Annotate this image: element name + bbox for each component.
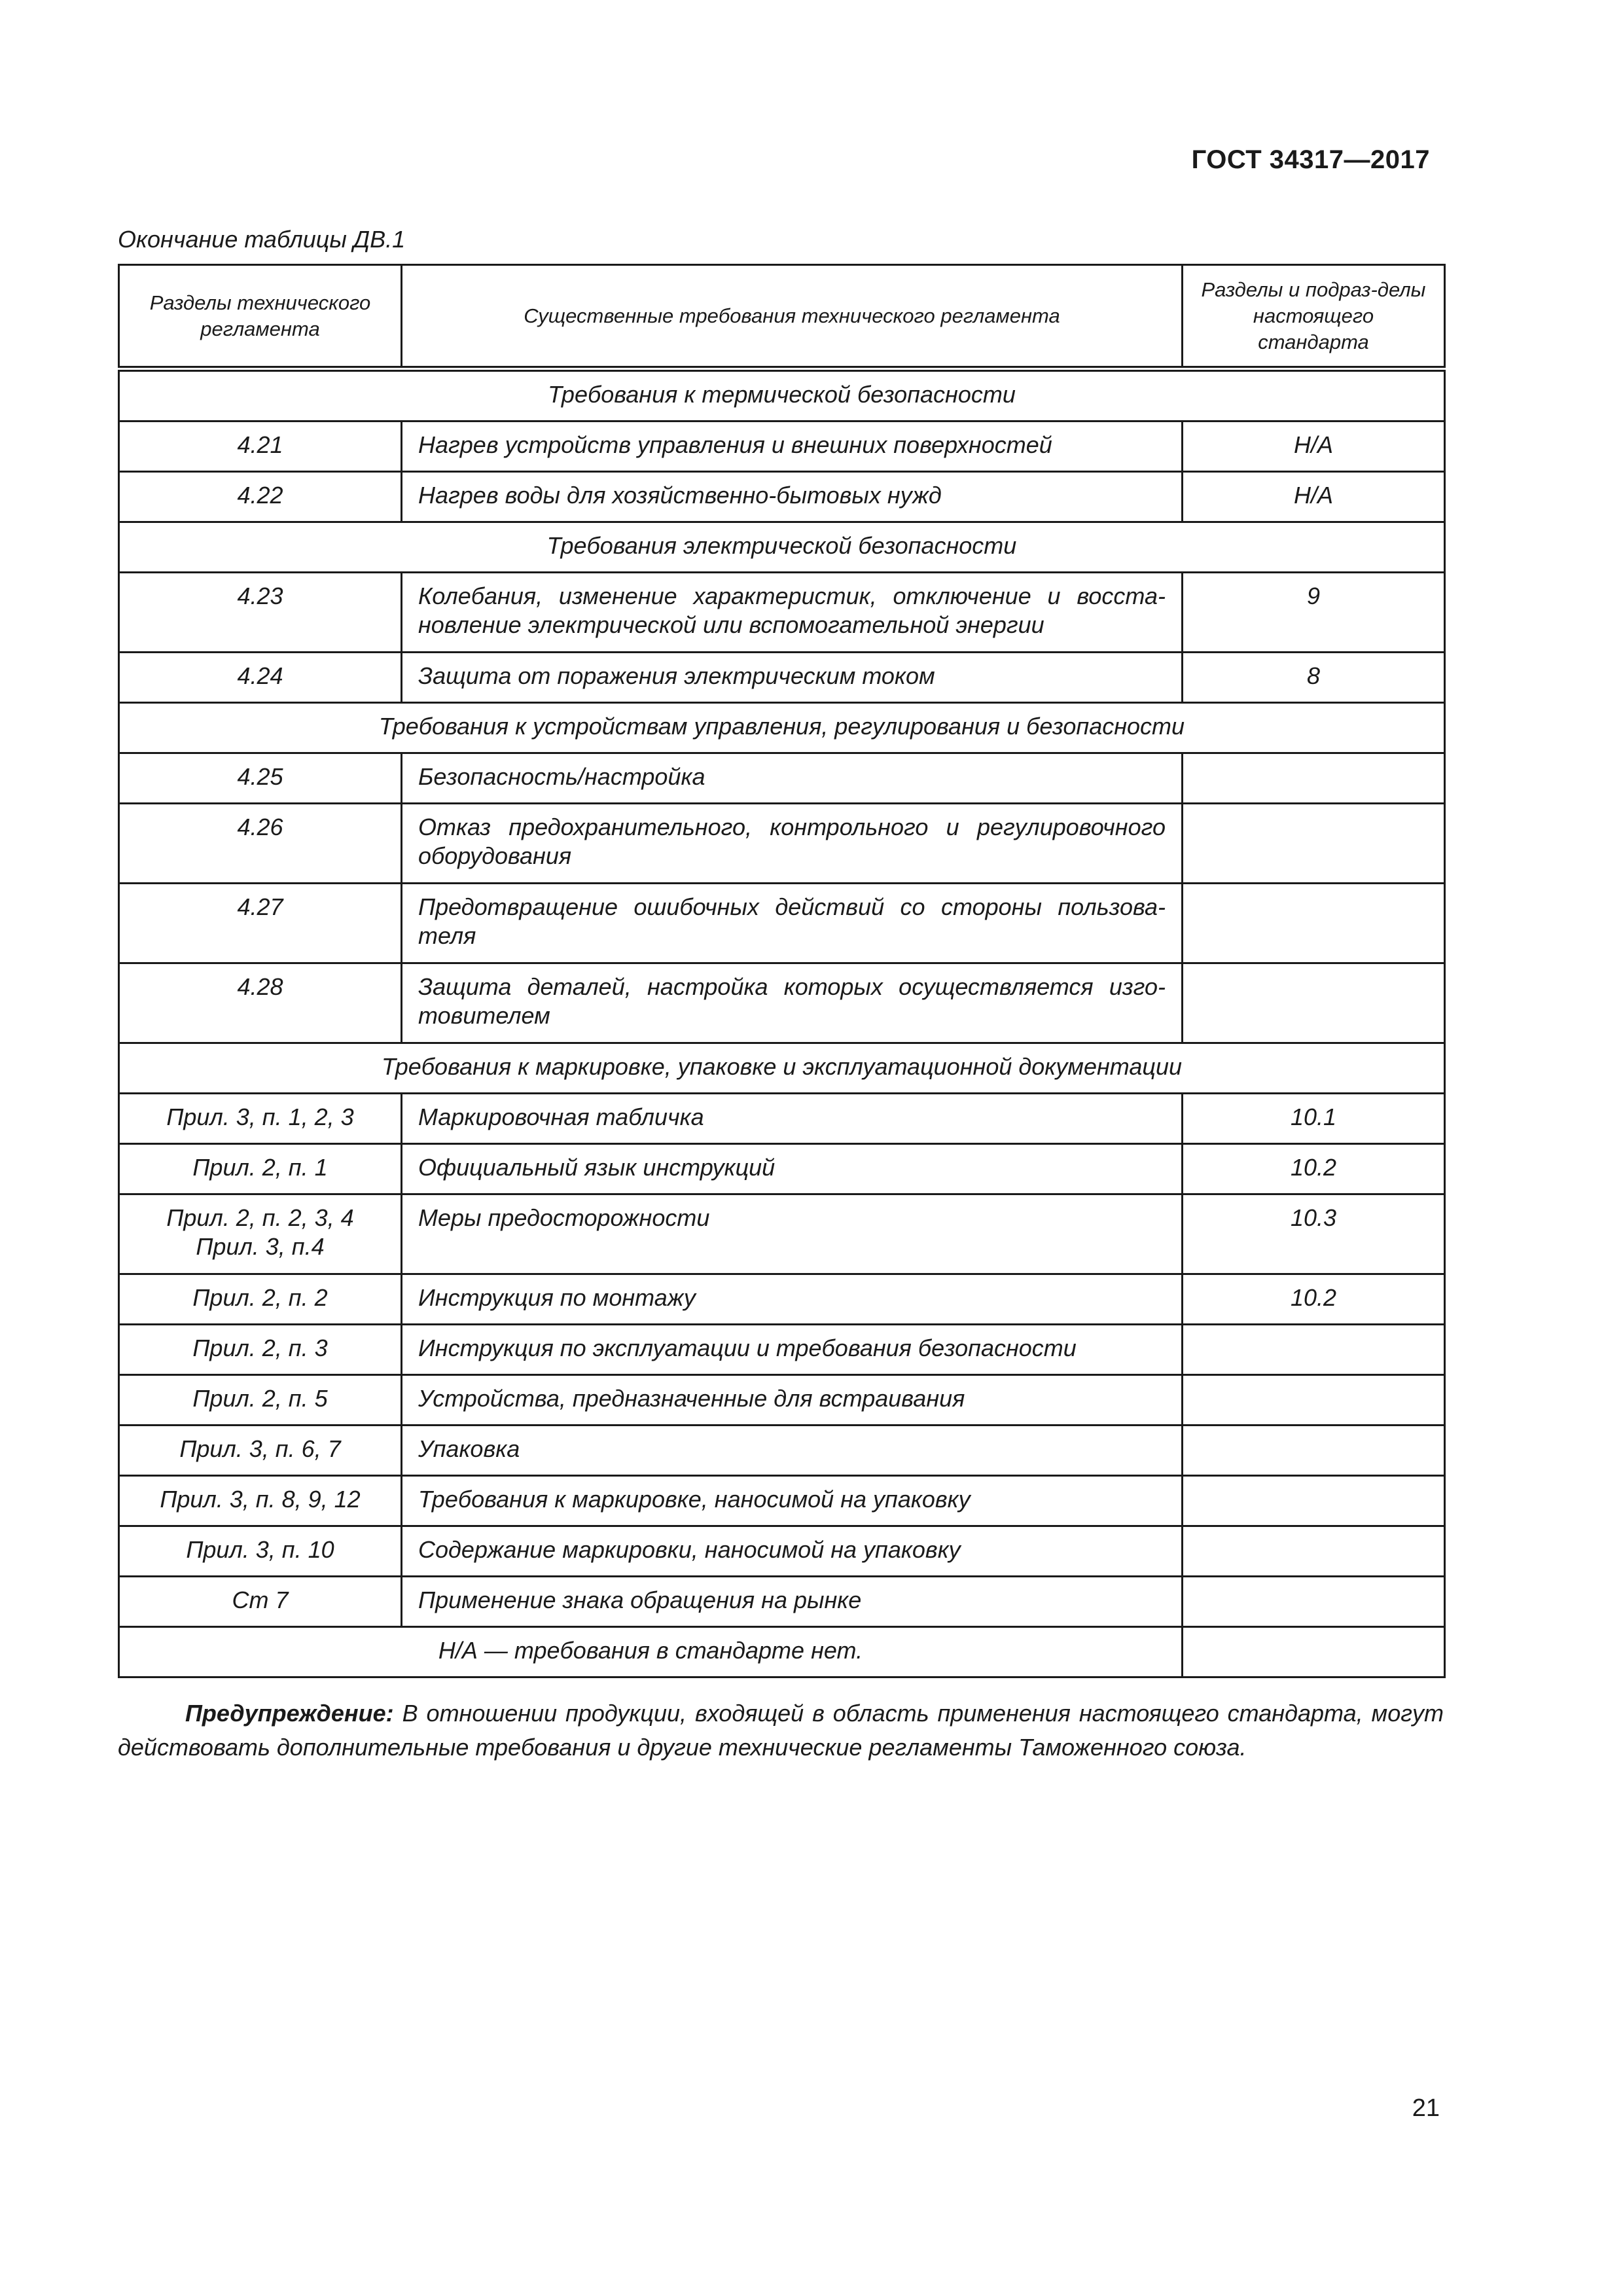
group-title: Требования электрической безопасности [119,522,1445,573]
requirement-cell: Колебания, изменение характеристик, отключение и восста-новление электрической или вспомогательной энергии [402,573,1183,653]
regulation-section-cell: 4.27 [119,884,402,963]
requirement-cell: Маркировочная табличка [402,1094,1183,1144]
regulation-section-cell: 4.28 [119,963,402,1043]
footnote-empty-cell [1183,1627,1445,1677]
standard-section-cell: 8 [1183,653,1445,703]
table-row [119,1577,1445,1627]
column-header-essential-requirements: Существенные требования технического регламента [402,265,1183,369]
standard-section-cell [1183,804,1445,884]
requirement-cell: Официальный язык инструкций [402,1144,1183,1194]
regulation-section-line: Прил. 3, п.4 [196,1233,325,1260]
regulation-section-cell: 4.23 [119,573,402,653]
group-row-thermal-safety [119,369,1445,422]
regulation-section-cell: Прил. 3, п. 8, 9, 12 [119,1476,402,1526]
requirement-cell: Требования к маркировке, наносимой на упаковку [402,1476,1183,1526]
requirement-cell: Инструкция по монтажу [402,1274,1183,1325]
standard-section-cell: 10.2 [1183,1274,1445,1325]
warning-paragraph [118,1696,1444,1765]
regulation-section-cell: Прил. 3, п. 1, 2, 3 [119,1094,402,1144]
requirement-cell: Упаковка [402,1426,1183,1476]
standard-section-cell [1183,753,1445,804]
group-row-marking-packaging [119,1043,1445,1094]
regulation-section-cell: Прил. 3, п. 10 [119,1526,402,1577]
table-row [119,753,1445,804]
requirements-table [118,264,1446,1678]
regulation-section-cell: Прил. 2, п. 1 [119,1144,402,1194]
regulation-section-cell: Прил. 2, п. 3 [119,1325,402,1375]
warning-text: В отношении продукции, входящей в область применения настоящего стандарта, могут действовать дополнительные требования и другие технические регламенты Таможенного союза. [118,1700,1444,1761]
standard-section-cell [1183,1325,1445,1375]
table-row [119,1325,1445,1375]
standard-section-cell: 9 [1183,573,1445,653]
requirement-cell: Предотвращение ошибочных действий со стороны пользова-теля [402,884,1183,963]
requirement-cell: Нагрев воды для хозяйственно-бытовых нужд [402,472,1183,522]
standard-section-cell: 10.2 [1183,1144,1445,1194]
table-row [119,804,1445,884]
group-row-electrical-safety [119,522,1445,573]
regulation-section-cell: 4.25 [119,753,402,804]
table-row [119,884,1445,963]
warning-label: Предупреждение: [185,1700,394,1727]
document-id: ГОСТ 34317—2017 [1191,145,1430,174]
standard-section-cell [1183,1375,1445,1426]
regulation-section-cell: 4.22 [119,472,402,522]
requirement-cell: Защита от поражения электрическим током [402,653,1183,703]
table-row [119,573,1445,653]
standard-section-cell [1183,1577,1445,1627]
table-caption: Окончание таблицы ДВ.1 [118,226,406,253]
table-header-row [119,265,1445,369]
standard-section-cell: 10.1 [1183,1094,1445,1144]
regulation-section-cell: Прил. 2, п. 5 [119,1375,402,1426]
table-row [119,1476,1445,1526]
regulation-section-cell: 4.21 [119,422,402,472]
table-footnote: Н/А — требования в стандарте нет. [119,1627,1183,1677]
group-title: Требования к маркировке, упаковке и эксплуатационной документации [119,1043,1445,1094]
requirement-cell: Содержание маркировки, наносимой на упаковку [402,1526,1183,1577]
requirement-cell: Меры предосторожности [402,1194,1183,1274]
table-row [119,1194,1445,1274]
standard-section-cell: Н/А [1183,472,1445,522]
regulation-section-line: Прил. 2, п. 2, 3, 4 [166,1204,354,1231]
group-title: Требования к устройствам управления, регулирования и безопасности [119,703,1445,753]
requirement-cell: Нагрев устройств управления и внешних поверхностей [402,422,1183,472]
table-row [119,1144,1445,1194]
requirement-cell: Отказ предохранительного, контрольного и регулировочного оборудования [402,804,1183,884]
requirement-cell: Защита деталей, настройка которых осуществляется изго-товителем [402,963,1183,1043]
standard-section-cell [1183,1526,1445,1577]
table-row [119,422,1445,472]
regulation-section-cell: 4.26 [119,804,402,884]
standard-section-cell [1183,884,1445,963]
regulation-section-cell: Ст 7 [119,1577,402,1627]
requirement-cell: Безопасность/настройка [402,753,1183,804]
column-header-regulation-sections: Разделы технического регламента [119,265,402,369]
table-row [119,1526,1445,1577]
table-row [119,1094,1445,1144]
requirement-cell: Инструкция по эксплуатации и требования безопасности [402,1325,1183,1375]
table-row [119,1375,1445,1426]
standard-section-cell: 10.3 [1183,1194,1445,1274]
footnote-row [119,1627,1445,1677]
requirement-cell: Устройства, предназначенные для встраивания [402,1375,1183,1426]
table-row [119,963,1445,1043]
regulation-section-cell [119,1194,402,1274]
regulation-section-cell: Прил. 3, п. 6, 7 [119,1426,402,1476]
table-row [119,1426,1445,1476]
regulation-section-cell: Прил. 2, п. 2 [119,1274,402,1325]
table-row [119,1274,1445,1325]
group-row-control-devices [119,703,1445,753]
group-title: Требования к термической безопасности [119,369,1445,422]
requirement-cell: Применение знака обращения на рынке [402,1577,1183,1627]
standard-section-cell [1183,963,1445,1043]
table-row [119,472,1445,522]
standard-section-cell: Н/А [1183,422,1445,472]
table-row [119,653,1445,703]
regulation-section-cell: 4.24 [119,653,402,703]
column-header-standard-sections: Разделы и подраз-делы настоящего стандарта [1183,265,1445,369]
standard-section-cell [1183,1476,1445,1526]
page-number: 21 [1412,2094,1440,2122]
standard-section-cell [1183,1426,1445,1476]
